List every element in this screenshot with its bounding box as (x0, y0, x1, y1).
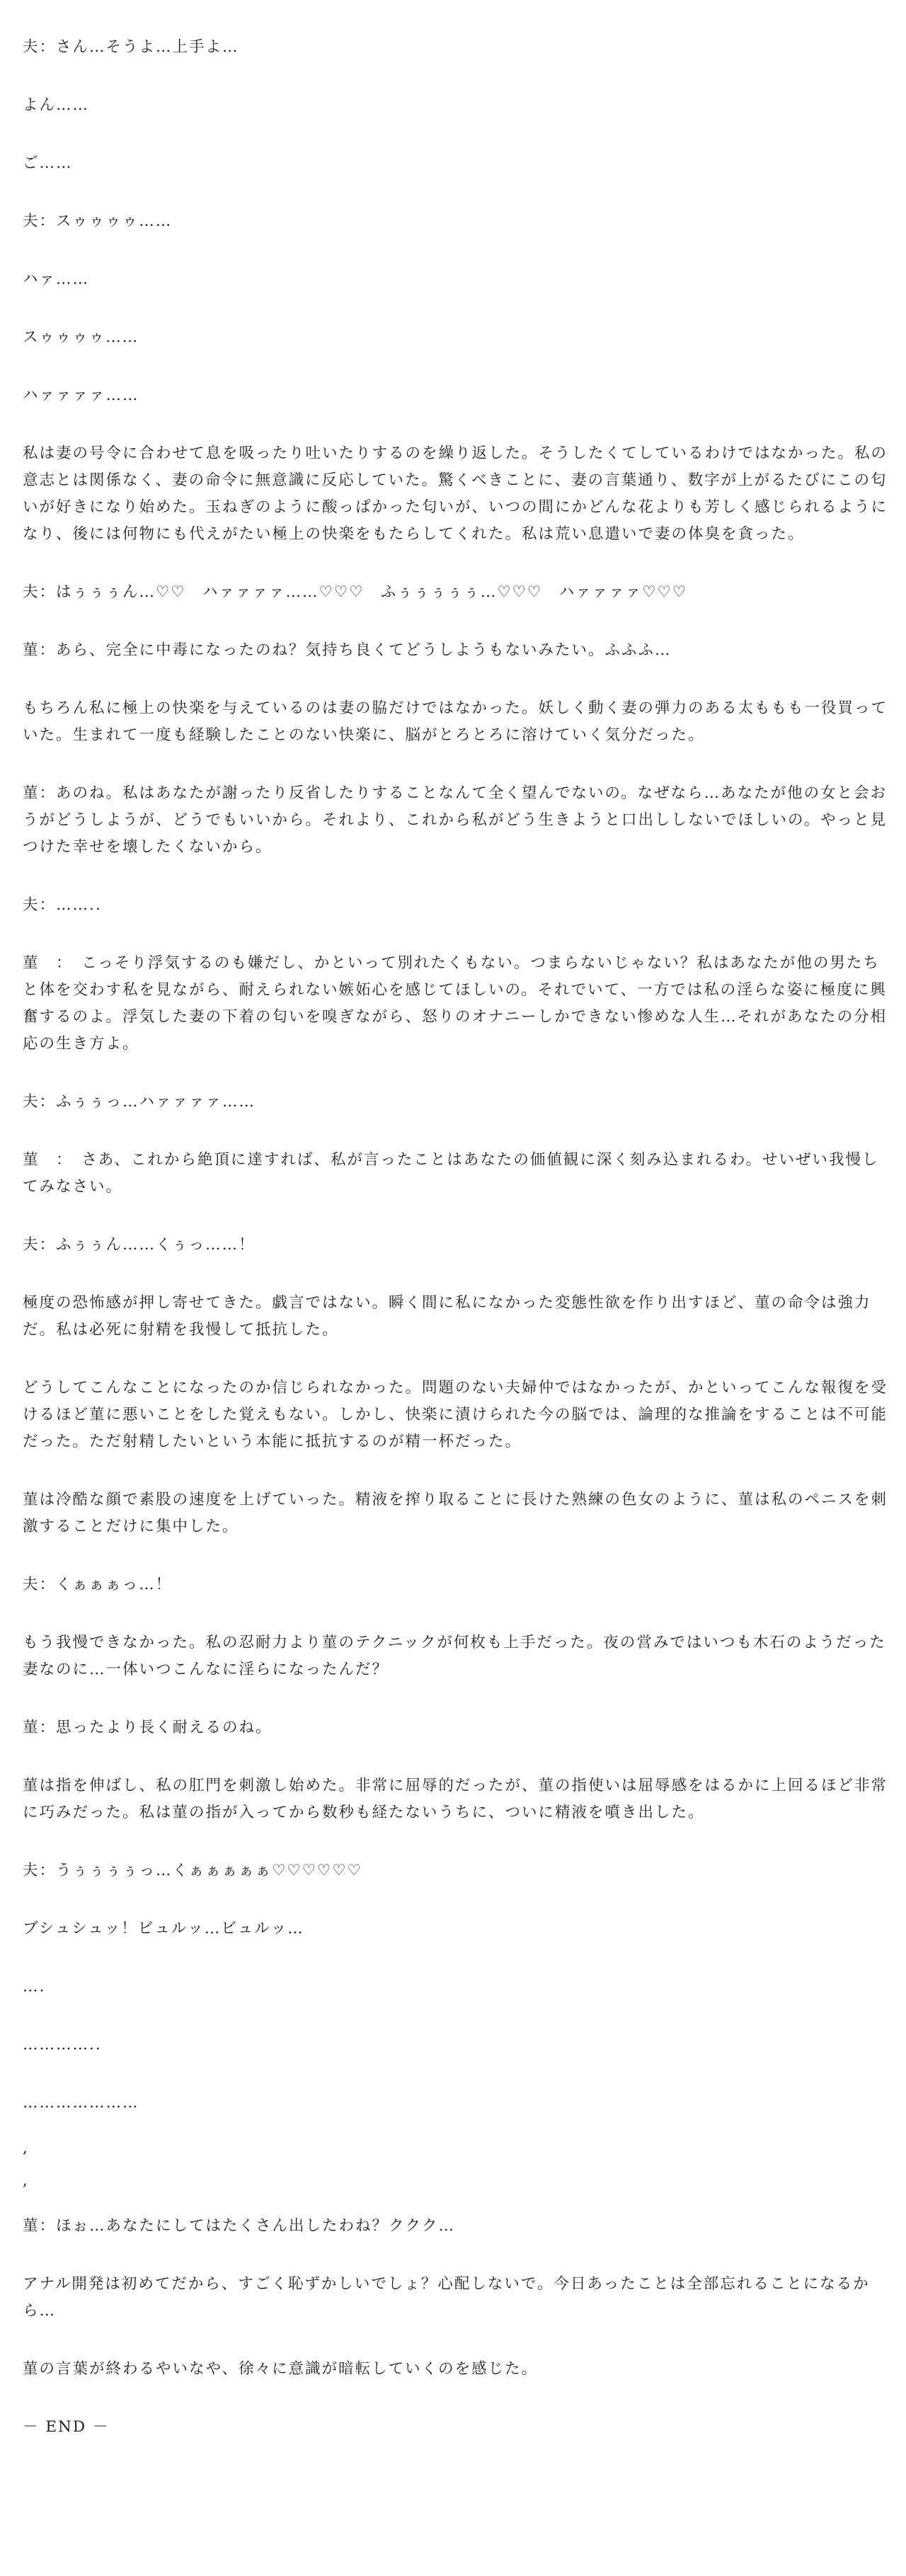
paragraph: もう我慢できなかった。私の忍耐力より菫のテクニックが何枚も上手だった。夜の営みではいつも木石のようだった妻なのに…一体いつこんなに淫らになったんだ？ (23, 1634, 886, 1678)
paragraph: 夫：うぅぅぅぅっ…くぁぁぁぁぁ♡♡♡♡♡♡ (23, 1862, 362, 1879)
paragraph: 極度の恐怖感が押し寄せてきた。戯言ではない。瞬く間に私になかった変態性欲を作り出すほど、菫の命令は強力だ。私は必死に射精を我慢して抵抗した。 (23, 1294, 871, 1339)
paragraph: , (23, 2139, 29, 2157)
paragraph: 菫：あのね。私はあなたが謝ったり反省したりすることなんて全く望んでないの。なぜなら…あなたが他の女と会おうがどうしようが、どうでもいいから。それより、これから私がどう生きようと口出ししないでほしいの。やっと見つけた幸せを壊したくないから。 (23, 784, 888, 856)
paragraph: 夫：はぅぅぅん…♡♡ ハァァァァ……♡♡♡ ふぅぅぅぅぅ…♡♡♡ ハァァァァ♡♡♡ (23, 583, 688, 601)
paragraph: 菫は冷酷な顔で素股の速度を上げていった。精液を搾り取ることに長けた熟練の色女のように、菫は私のペニスを刺激することだけに集中した。 (23, 1491, 888, 1535)
paragraph: 私は妻の号令に合わせて息を吸ったり吐いたりするのを繰り返した。そうしたくてしているわけではなかった。私の意志とは関係なく、妻の命令に無意識に反応していた。驚くべきことに、妻の言葉通り、数字が上がるたびにこの匂いが好きになり始めた。玉ねぎのように酸っぱかった匂いが、いつの間にかどんな花よりも芳しく感じられるようになり、後には何物にも代えがたい極上の快楽をもたらしてくれた。私は荒い息遣いで妻の体臭を貪った。 (23, 445, 888, 543)
paragraph: 夫：くぁぁぁっ…！ (23, 1576, 173, 1593)
paragraph: ハァ…… (23, 270, 90, 288)
paragraph: 夫：さん…そうよ…上手よ… (23, 38, 239, 56)
paragraph: 夫：ふぅぅっ…ハァァァァ…… (23, 1093, 256, 1111)
paragraph: ブシュシュッ！ビュルッ…ビュルッ… (23, 1920, 304, 1937)
paragraph: スゥゥゥゥ…… (23, 328, 139, 346)
paragraph: 夫：ふぅぅん……くぅっ……！ (23, 1236, 256, 1254)
paragraph: どうしてこんなことになったのか信じられなかった。問題のない夫婦仲ではなかったが、かといってこんな報復を受けるほど菫に悪いことをした覚えもない。しかし、快楽に漬けられた今の脳では、論理的な推論をすることは不可能だった。ただ射精したいという本能に抵抗するのが精一杯だった。 (23, 1379, 888, 1450)
paragraph: 菫：ほぉ…あなたにしてはたくさん出したわね？ククク… (23, 2217, 456, 2235)
paragraph: 菫 ： さあ、これから絶頂に達すれば、私が言ったことはあなたの価値観に深く刻み込まれるわ。せいぜい我慢してみなさい。 (23, 1151, 879, 1196)
paragraph: 菫の言葉が終わるやいなや、徐々に意識が暗転していくのを感じた。 (23, 2360, 539, 2378)
paragraph: 夫：スゥゥゥゥ…… (23, 212, 173, 230)
paragraph: 菫は指を伸ばし、私の肛門を刺激し始めた。非常に屈辱的だったが、菫の指使いは屈辱感をはるかに上回るほど非常に巧みだった。私は菫の指が入ってから数秒も経たないうちに、ついに精液を噴き出した。 (23, 1777, 888, 1821)
paragraph: 菫：思ったより長く耐えるのね。 (23, 1719, 273, 1736)
paragraph: もちろん私に極上の快楽を与えているのは妻の脇だけではなかった。妖しく動く妻の弾力のある太ももも一役買っていた。生まれて一度も経験したことのない快楽に、脳がとろとろに溶けていく気分だった。 (23, 699, 888, 744)
paragraph: よん…… (23, 96, 90, 114)
end-marker: － END － (23, 2418, 110, 2436)
paragraph: ………….. (23, 2036, 102, 2054)
paragraph: 菫：あら、完全に中毒になったのね？気持ち良くてどうしようもないみたい。ふふふ… (23, 641, 672, 659)
paragraph: 夫：…….. (23, 896, 102, 914)
paragraph: ハァァァァ…… (23, 387, 139, 404)
paragraph: ご…… (23, 154, 73, 172)
paragraph: ………………… (23, 2094, 139, 2112)
paragraph: , (23, 2172, 29, 2189)
paragraph: …. (23, 1978, 46, 1996)
paragraph: アナル開発は初めてだから、すごく恥ずかしいでしょ？心配しないで。今日あったことは全部忘れることになるから… (23, 2275, 870, 2320)
paragraph: 菫 ： こっそり浮気するのも嫌だし、かといって別れたくもない。つまらないじゃない？私はあなたが他の男たちと体を交わす私を見ながら、耐えられない嫉妬心を感じてほしいの。それでいて、一方では私の淫らな姿に極度に興奮するのよ。浮気した妻の下着の匂いを嗅ぎながら、怒りのオナニーしかできない惨めな人生…それがあなたの分相応の生き方よ。 (23, 954, 888, 1053)
